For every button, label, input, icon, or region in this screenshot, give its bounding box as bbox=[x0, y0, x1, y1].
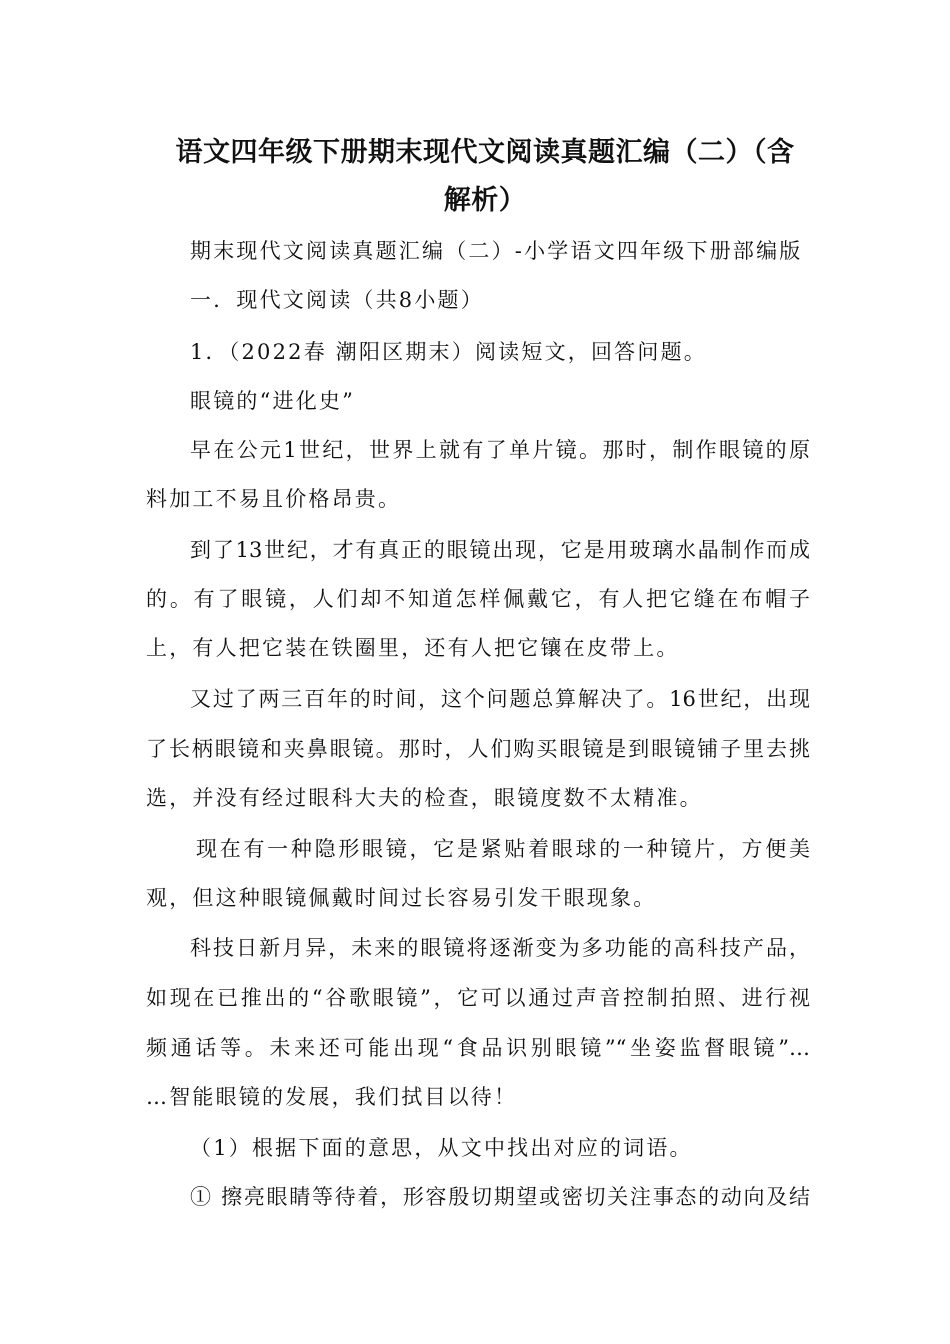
question-intro: 1．（2022春 潮阳区期末）阅读短文，回答问题。 bbox=[190, 340, 707, 364]
section-heading: 一．现代文阅读（共8小题） bbox=[190, 288, 484, 312]
paragraph-line: 如现在已推出的“谷歌眼镜”，它可以通过声音控制拍照、进行视 bbox=[146, 986, 810, 1010]
article-title: 眼镜的“进化史” bbox=[190, 389, 356, 413]
document-title-line-1: 语文四年级下册期末现代文阅读真题汇编（二）（含 bbox=[175, 137, 795, 168]
paragraph-line: 观，但这种眼镜佩戴时间过长容易引发干眼现象。 bbox=[146, 886, 657, 910]
question-item-1: ① 擦亮眼睛等待着，形容殷切期望或密切关注事态的动向及结 bbox=[190, 1185, 810, 1209]
paragraph-line: 现在有一种隐形眼镜，它是紧贴着眼球的一种镜片，方便美 bbox=[196, 837, 810, 861]
paragraph-line: 早在公元1世纪，世界上就有了单片镜。那时，制作眼镜的原 bbox=[190, 438, 810, 462]
paragraph-line: 选，并没有经过眼科大夫的检查，眼镜度数不太精准。 bbox=[146, 786, 703, 810]
paragraph-line: 科技日新月异，未来的眼镜将逐渐变为多功能的高科技产品， bbox=[190, 936, 810, 960]
paragraph-line: 的。有了眼镜，人们却不知道怎样佩戴它，有人把它缝在布帽子 bbox=[146, 587, 810, 611]
document-title-line-2: 解析） bbox=[443, 185, 527, 216]
paragraph-line: 频通话等。未来还可能出现“食品识别眼镜”“坐姿监督眼镜”… bbox=[146, 1036, 810, 1060]
paragraph-line: 上，有人把它装在铁圈里，还有人把它镶在皮带上。 bbox=[146, 636, 680, 660]
paragraph-line: 了长柄眼镜和夹鼻眼镜。那时，人们购买眼镜是到眼镜铺子里去挑 bbox=[146, 737, 810, 761]
paragraph-line: 又过了两三百年的时间，这个问题总算解决了。16世纪，出现 bbox=[190, 687, 810, 711]
document-subtitle: 期末现代文阅读真题汇编（二）-小学语文四年级下册部编版 bbox=[190, 239, 803, 263]
question-part-1: （1）根据下面的意思，从文中找出对应的词语。 bbox=[190, 1136, 693, 1160]
paragraph-line: 到了13世纪，才有真正的眼镜出现，它是用玻璃水晶制作而成 bbox=[190, 538, 810, 562]
paragraph-line: 料加工不易且价格昂贵。 bbox=[146, 487, 402, 511]
paragraph-line: …智能眼镜的发展，我们拭目以待！ bbox=[146, 1085, 518, 1109]
